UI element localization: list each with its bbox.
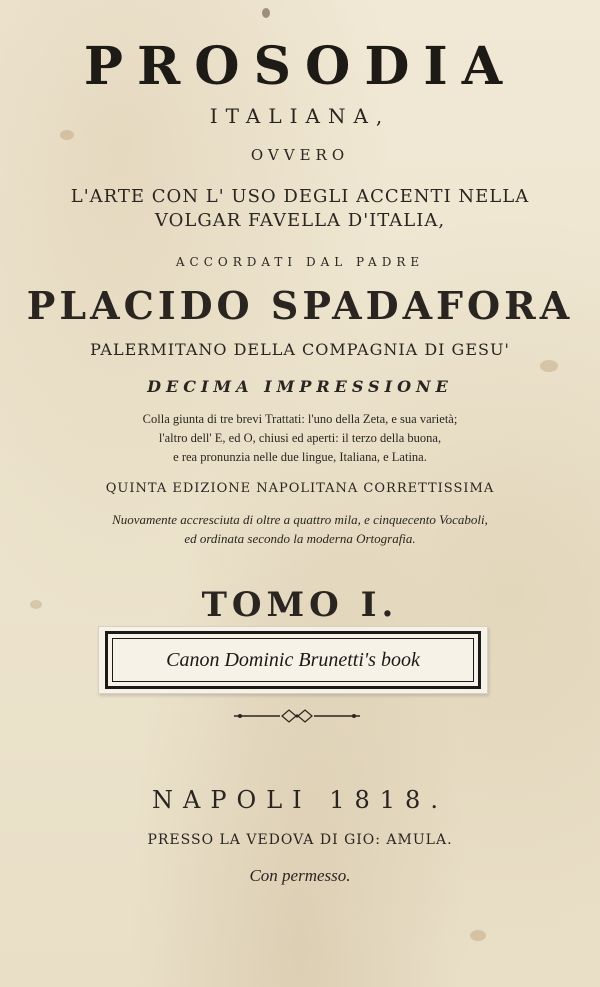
bookplate-text: Canon Dominic Brunetti's book xyxy=(166,648,420,671)
augmentation-line2: ed ordinata secondo la moderna Ortografia. xyxy=(184,531,416,546)
bookplate-inner-frame xyxy=(112,638,474,682)
contents-line2: l'altro dell' E, ed O, chiusi ed aperti: il terzo della buona, xyxy=(158,431,442,445)
alt-title-line2: VOLGAR FAVELLA D'ITALIA, xyxy=(154,210,446,231)
volume-number: TOMO I. xyxy=(201,585,399,625)
alt-title-line1: L'ARTE CON L' USO DEGLI ACCENTI NELLA xyxy=(70,186,530,207)
edition-impression: DECIMA IMPRESSIONE xyxy=(147,377,453,396)
bookplate-frame xyxy=(105,631,481,689)
accordati-line: ACCORDATI DAL PADRE xyxy=(175,255,425,269)
ovvero-line: OVVERO xyxy=(250,146,350,164)
imprint-publisher: PRESSO LA VEDOVA DI GIO: AMULA. xyxy=(147,832,453,848)
author-affiliation: PALERMITANO DELLA COMPAGNIA DI GESU' xyxy=(90,340,510,359)
edition-note: QUINTA EDIZIONE NAPOLITANA CORRETTISSIMA xyxy=(105,481,495,496)
author-name: PLACIDO SPADAFORA xyxy=(26,283,574,328)
contents-line1: Colla giunta di tre brevi Trattati: l'uno della Zeta, e sua varietà; xyxy=(142,412,458,426)
imprint-permission: Con permesso. xyxy=(249,866,351,885)
contents-line3: e rea pronunzia nelle due lingue, Italiana, e Latina. xyxy=(173,450,427,464)
ornament-divider-icon xyxy=(232,706,362,726)
augmentation-line1: Nuovamente accresciuta di oltre a quattro mila, e cinquecento Vocaboli, xyxy=(112,512,488,527)
bookplate-label xyxy=(98,626,488,694)
imprint-place-year: NAPOLI 1818. xyxy=(152,786,448,814)
book-title: PROSODIA xyxy=(83,36,517,97)
book-subtitle: ITALIANA, xyxy=(209,104,391,128)
